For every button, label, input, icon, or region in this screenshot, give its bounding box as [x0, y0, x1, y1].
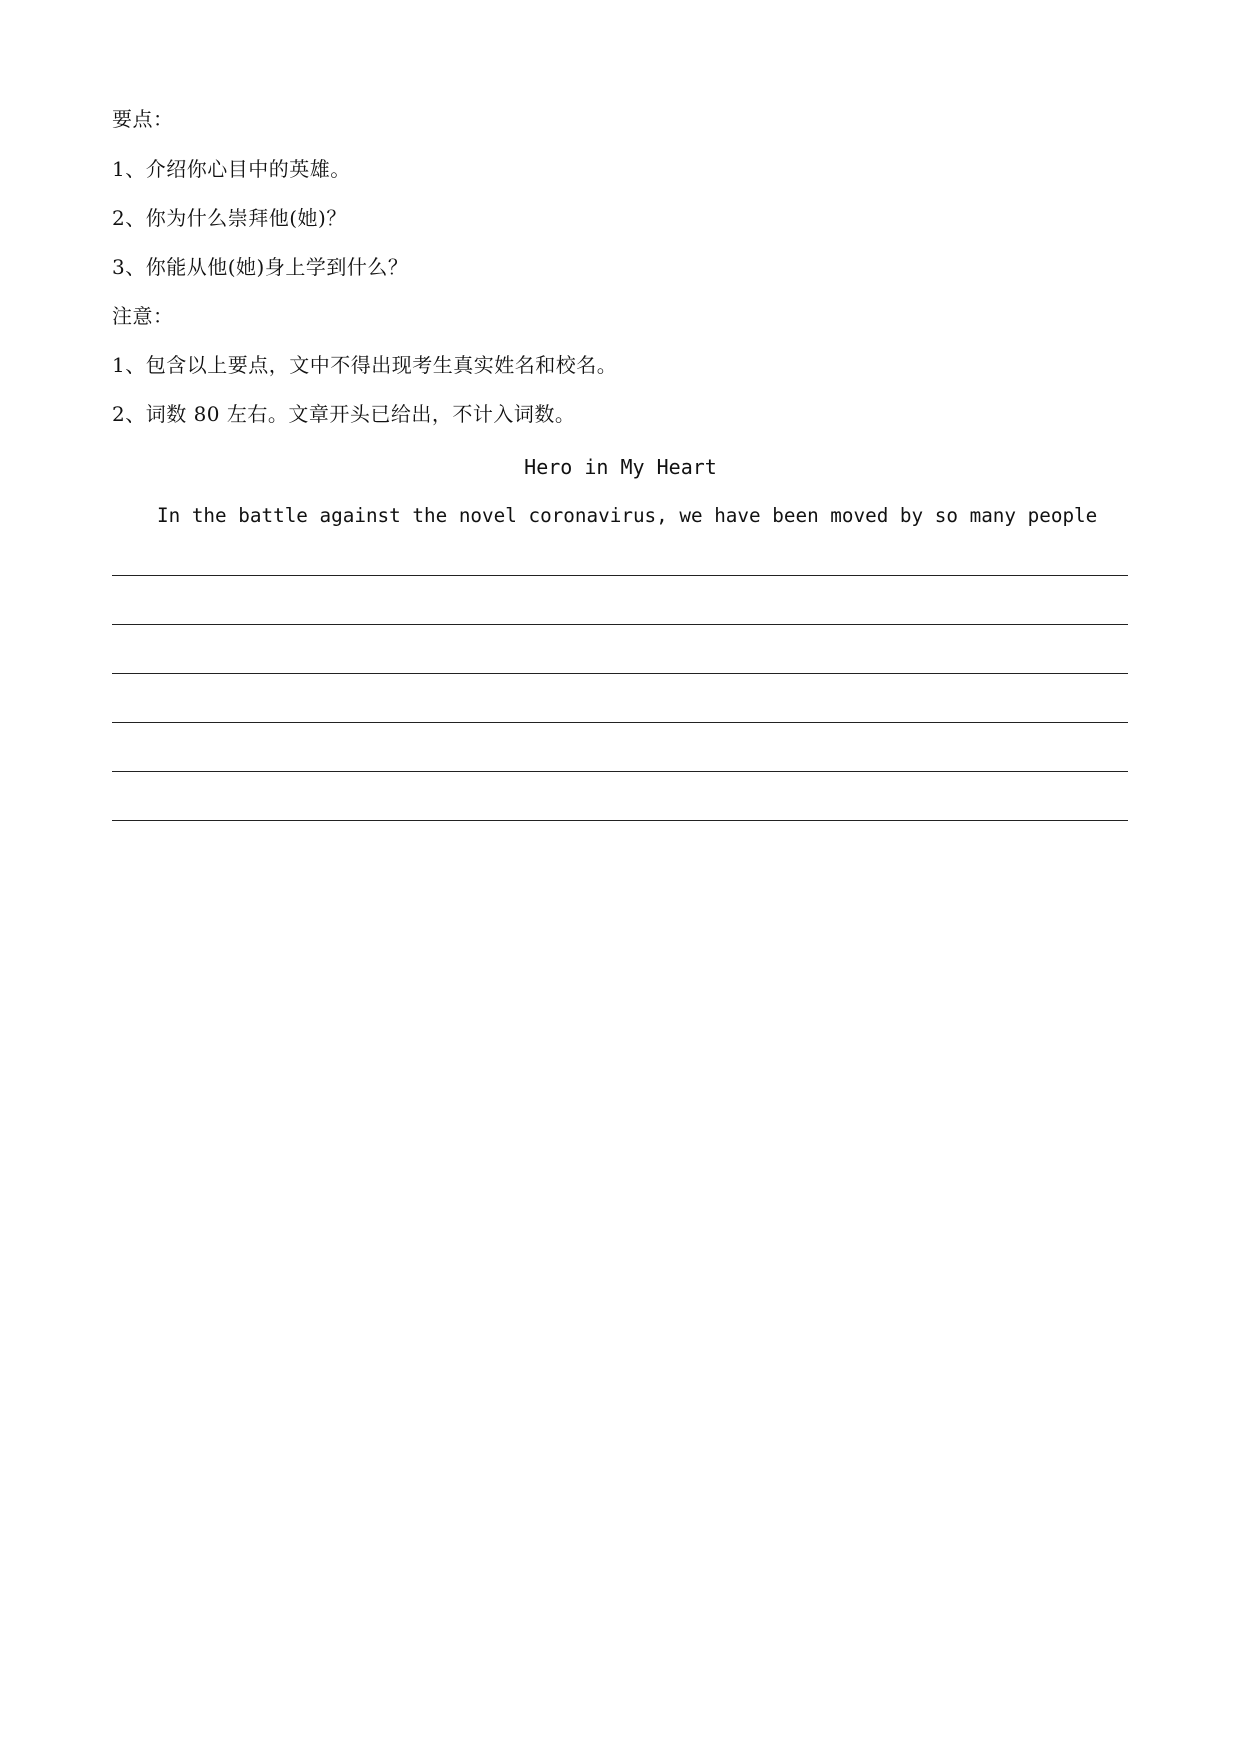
writing-line [112, 771, 1128, 772]
writing-line [112, 722, 1128, 723]
note-2: 2、词数 80 左右。文章开头已给出，不计入词数。 [112, 402, 576, 426]
key-point-1: 1、介绍你心目中的英雄。 [112, 157, 351, 181]
notes-heading: 注意： [112, 304, 174, 328]
key-point-3: 3、你能从他(她)身上学到什么？ [112, 255, 409, 279]
note-1: 1、包含以上要点，文中不得出现考生真实姓名和校名。 [112, 353, 618, 377]
writing-line [112, 820, 1128, 821]
writing-line [112, 575, 1128, 576]
key-point-2: 2、你为什么崇拜他(她)？ [112, 206, 347, 230]
essay-opening-sentence: In the battle against the novel coronavirus, we have been moved by so many people [157, 504, 1098, 527]
essay-title: Hero in My Heart [524, 455, 717, 479]
key-points-heading: 要点： [112, 107, 174, 131]
writing-line [112, 624, 1128, 625]
writing-line [112, 673, 1128, 674]
